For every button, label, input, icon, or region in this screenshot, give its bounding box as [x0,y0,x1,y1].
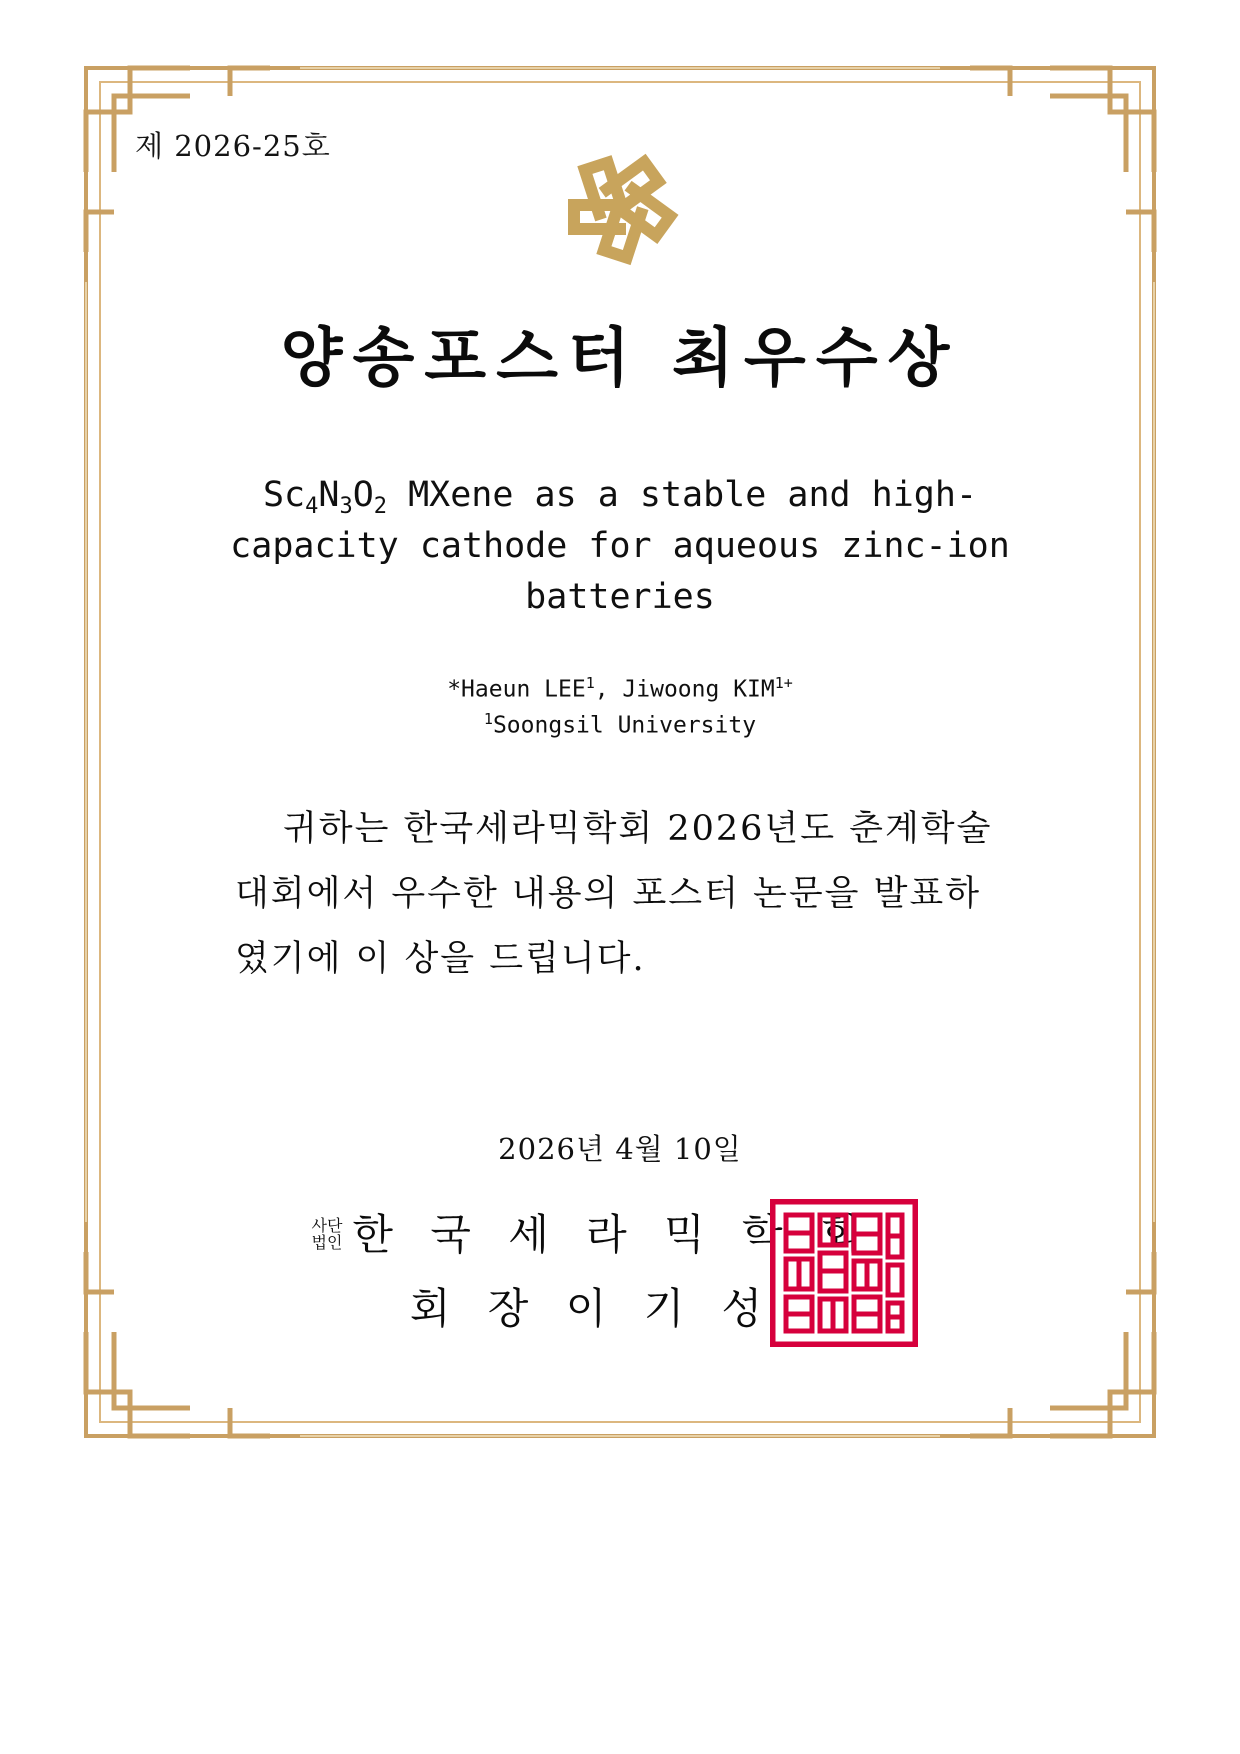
affiliation-name: Soongsil University [492,712,757,739]
paper-title [190,470,1050,622]
organization-line [42,1202,1142,1262]
award-date: 2026년 4월 10일 [498,1132,742,1166]
affiliation-marker: 1 [483,710,493,729]
organization-name: 한 국 세 라 믹 학 회 [352,1210,873,1259]
paper-title-sc: Sc [262,475,306,515]
paper-title-o: O [352,475,374,515]
society-logo-icon [525,112,715,302]
document-number: 제 2026-25호 [135,129,331,163]
paper-title-sub-3: 3 [339,494,353,519]
president-name: 회 장 이 기 성 [409,1284,775,1333]
signature-block [70,1202,1170,1336]
paper-title-n: N [318,475,340,515]
award-title: 양송포스터 최우수상 [280,321,960,396]
paper-title-sub-4: 4 [305,494,319,519]
paper-title-sub-2: 2 [373,494,388,519]
certificate-body [70,52,1170,1452]
paper-title-rest: MXene as a stable and high-capacity cathode for aqueous zinc-ion batteries [230,475,1010,617]
corporate-mark-line1: 사단 [311,1216,343,1236]
corporate-body-mark [311,1212,342,1252]
corporate-mark-line2: 법인 [311,1233,343,1252]
author-first-affiliation: 1 [585,674,595,692]
authors-block [190,672,1050,745]
red-seal-stamp-icon [770,1199,918,1347]
affiliation-line [190,708,1050,744]
author-second: , Jiwoong KIM [594,676,775,703]
authors-line [190,672,1050,708]
author-first: *Haeun LEE [447,676,586,703]
author-second-affiliation: 1+ [774,674,793,692]
award-body-text: 귀하는 한국세라믹학회 2026년도 춘계학술대회에서 우수한 내용의 포스터 논문을 발표하였기에 이 상을 드립니다. [235,809,993,979]
